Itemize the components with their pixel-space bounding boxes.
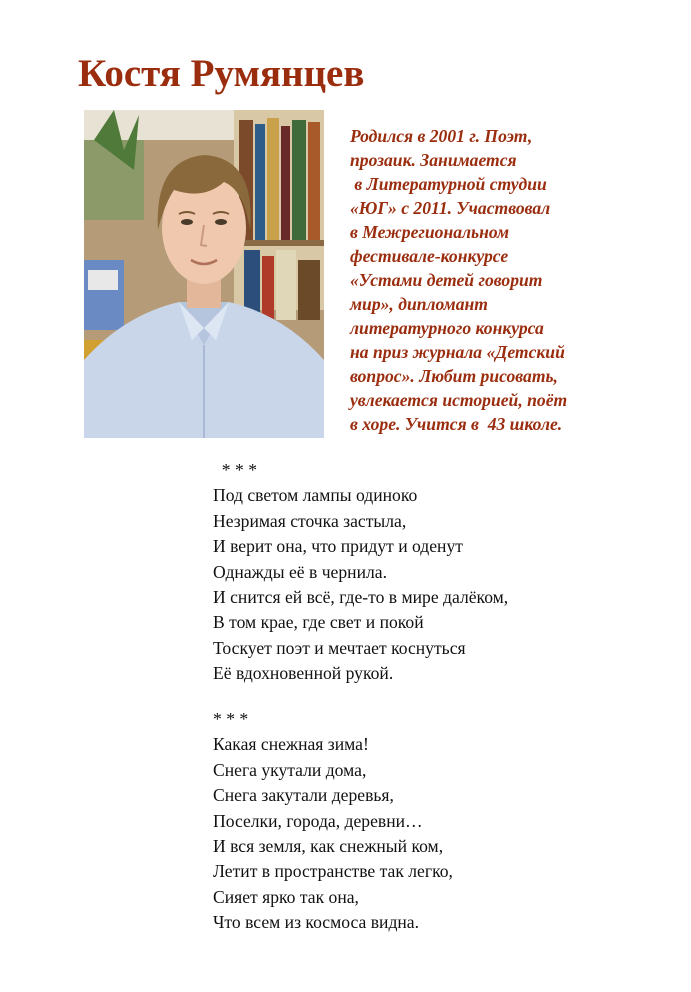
poem-line: В том крае, где свет и покой xyxy=(213,612,424,633)
poem-heading: * * * xyxy=(213,709,249,729)
poem-line: Однажды её в чернила. xyxy=(213,561,387,582)
poem-line: Под светом лампы одиноко xyxy=(213,485,418,506)
poem-line: И снится ей всё, где-то в мире далёком, xyxy=(213,587,509,608)
poem-second xyxy=(213,707,453,936)
poem-line: И верит она, что придут и оденут xyxy=(213,536,463,557)
poem-line: Незримая сточка застыла, xyxy=(213,510,407,531)
bio-line: «ЮГ» с 2011. Участвовал xyxy=(350,198,551,218)
poem-line: И вся земля, как снежный ком, xyxy=(213,836,444,857)
bio-line: в Межрегиональном xyxy=(350,222,510,242)
poem-line: Снега укутали дома, xyxy=(213,759,367,780)
page-title: Костя Румянцев xyxy=(78,52,365,95)
bio-line: увлекается историей, поёт xyxy=(350,390,568,410)
poem-line: Тоскует поэт и мечтает коснуться xyxy=(213,637,466,658)
bio-line: «Устами детей говорит xyxy=(350,270,543,290)
poem-heading: * * * xyxy=(213,460,257,480)
poem-line: Какая снежная зима! xyxy=(213,734,369,755)
bio-line: мир», дипломант xyxy=(350,294,488,314)
poem-line: Летит в пространстве так легко, xyxy=(213,861,453,882)
bio-line: на приз журнала «Детский xyxy=(350,342,565,362)
poem-first xyxy=(213,458,508,687)
poem-line: Снега закутали деревья, xyxy=(213,785,394,806)
bio-line: прозаик. Занимается xyxy=(350,150,517,170)
bio-line: Родился в 2001 г. Поэт, xyxy=(350,126,533,146)
poem-line: Сияет ярко так она, xyxy=(213,886,359,907)
bio-line: вопрос». Любит рисовать, xyxy=(350,366,558,386)
poem-line: Что всем из космоса видна. xyxy=(213,912,420,933)
bio-line: фестивале-конкурсе xyxy=(350,246,509,266)
author-biography xyxy=(350,124,640,436)
bio-line: литературного конкурса xyxy=(350,318,544,338)
author-portrait-photo xyxy=(84,110,324,438)
poem-line: Поселки, города, деревни… xyxy=(213,810,423,831)
poem-line: Её вдохновенной рукой. xyxy=(213,663,394,684)
bio-line: в Литературной студии xyxy=(350,174,547,194)
bio-line: в хоре. Учится в 43 школе. xyxy=(350,414,563,434)
